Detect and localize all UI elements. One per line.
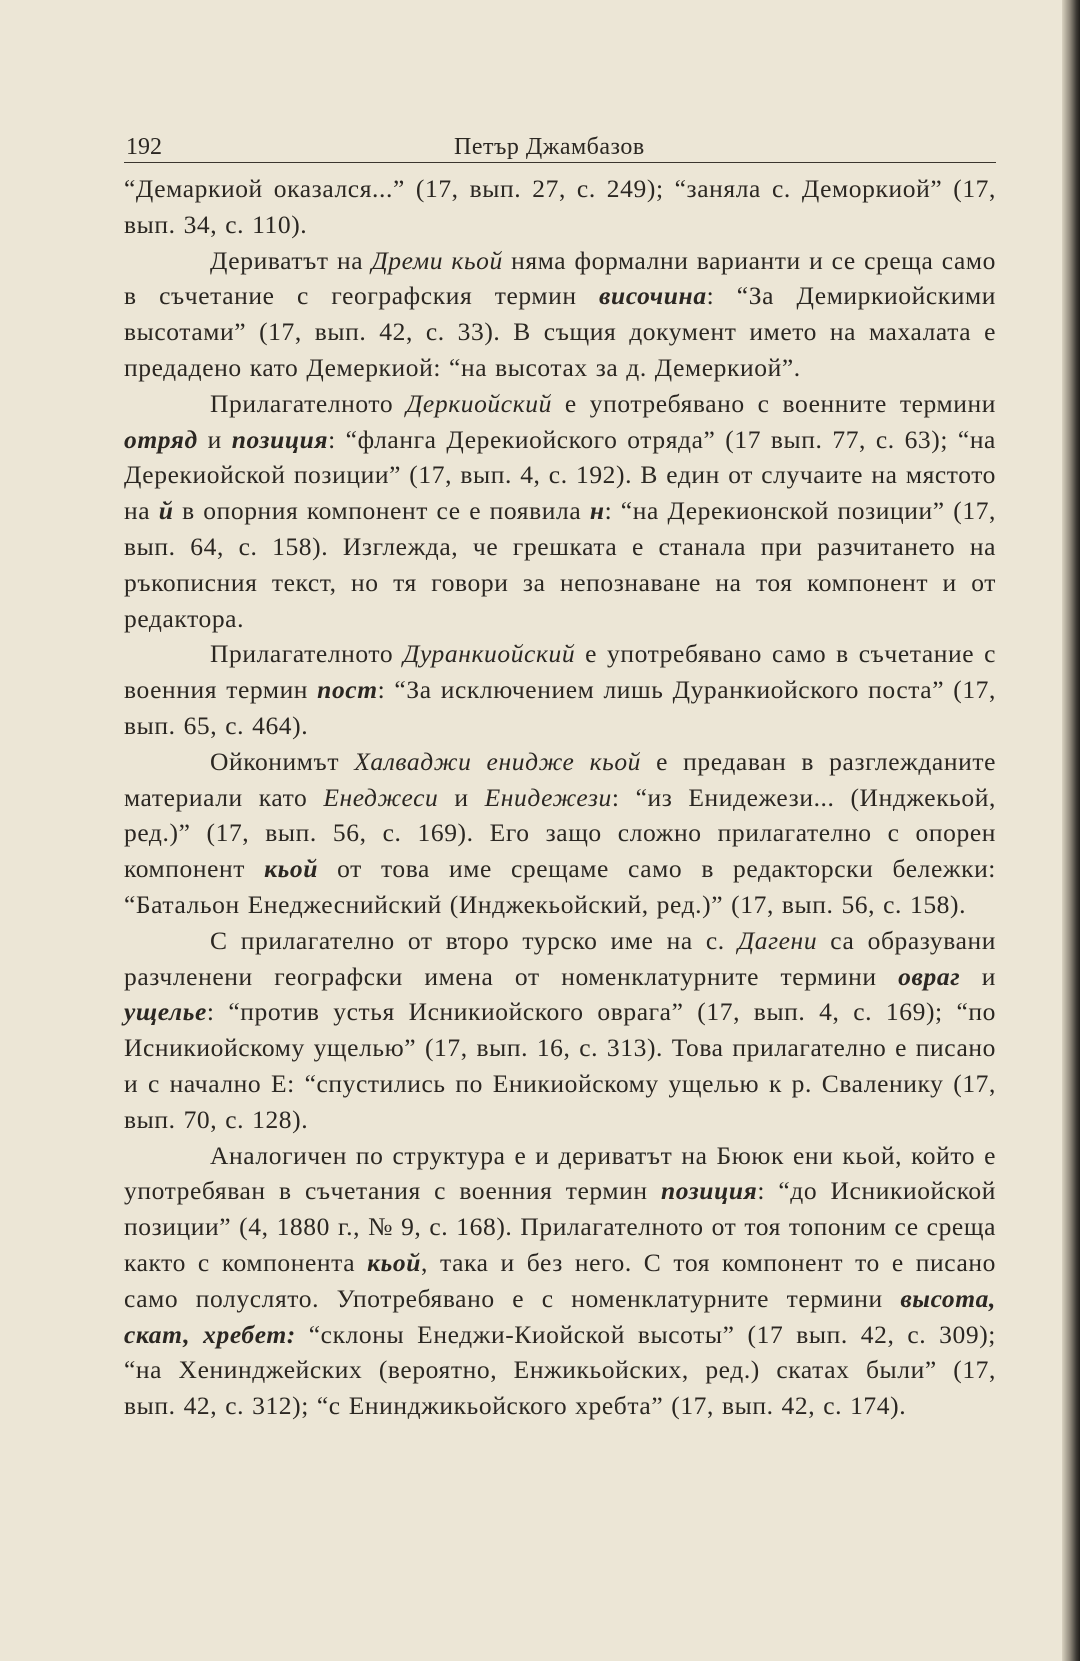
emphasized-term: ущелье bbox=[124, 997, 207, 1027]
body-text bbox=[124, 171, 996, 1424]
emphasized-term: Дуранкиойский bbox=[403, 639, 576, 669]
emphasized-term: н bbox=[589, 496, 605, 526]
text-run: , така и без него. С тоя компонент то е писано само полуслято. Употребявано е с номенклатурните термини bbox=[124, 1247, 996, 1313]
emphasized-term: позиция bbox=[660, 1176, 758, 1206]
text-run: е предаван в разглежданите материали като bbox=[124, 746, 996, 812]
text-run: Дериватът на bbox=[210, 245, 372, 275]
text-run: в опорния компонент се е появила bbox=[173, 496, 590, 526]
emphasized-term: Дреми кьой bbox=[371, 245, 503, 275]
text-run: е употребявано с военните термини bbox=[551, 388, 996, 418]
book-page bbox=[124, 128, 996, 1424]
text-run: от това име срещаме само в редакторски бележки: “Батальон Енеджеснийский (Инджекьойский, ред.)” (17, вып. 56, с. 158). bbox=[124, 854, 996, 919]
text-run: и bbox=[960, 961, 996, 991]
text-run: : “против устья Исникиойского оврага” (17, вып. 4, с. 169); “по Исникиойскому ущелью” (17, вып. 16, с. 313). Това прилагателно е писано и с начално Е: “спустились по Еникиойскому ущелью к р. Сваленику (17, вып. 70, с. 128). bbox=[124, 997, 996, 1134]
text-run: и bbox=[438, 782, 485, 812]
text-run: Ойконимът bbox=[210, 746, 355, 776]
text-run: няма формални варианти и се среща само в съчетание с географския термин bbox=[124, 245, 996, 311]
text-run: : “За исключением лишь Дуранкиойского поста” (17, вып. 65, с. 464). bbox=[124, 675, 997, 740]
emphasized-term: Дагени bbox=[737, 925, 818, 955]
text-run: : “до Исникиойской позиции” (4, 1880 г., № 9, с. 168). Прилагателното от тоя топоним се среща както с компонента bbox=[124, 1176, 996, 1277]
emphasized-term: Енидежези bbox=[484, 782, 612, 812]
emphasized-term: височина bbox=[599, 281, 707, 311]
emphasized-term: Деркиойский bbox=[406, 388, 552, 418]
page-edge-shadow bbox=[1062, 0, 1080, 1661]
page-number: 192 bbox=[126, 134, 162, 160]
text-run: “Демаркиой оказался...” (17, вып. 27, с. 249); “заняла с. Деморкиой” (17, вып. 34, с. 110). bbox=[124, 174, 996, 239]
text-run: Прилагателното bbox=[210, 388, 407, 418]
paragraph bbox=[124, 1138, 996, 1424]
emphasized-term: й bbox=[158, 496, 174, 526]
text-run: и bbox=[197, 424, 232, 454]
paragraph bbox=[124, 636, 996, 743]
emphasized-term: Енеджеси bbox=[323, 782, 439, 812]
emphasized-term: позиция bbox=[231, 424, 329, 454]
emphasized-term: отряд bbox=[124, 424, 198, 454]
text-run: е употребявано само в съчетание с военния термин bbox=[124, 639, 997, 705]
text-run: : “фланга Дерекиойского отряда” (17 вып. 77, с. 63); “на Дерекиойской позиции” (17, вып. 4, с. 192). В един от случаите на мястото на bbox=[124, 424, 996, 526]
paragraph bbox=[124, 923, 996, 1138]
text-run: : “на Дерекионской позиции” (17, вып. 64, с. 158). Изглежда, че грешката е станала при разчитането на ръкописния текст, но тя говори за непознаване на тоя компонент и от редактора. bbox=[124, 496, 997, 633]
text-run: “склоны Енеджи-Киойской высоты” (17 вып. 42, с. 309); “на Хенинджейских (вероятно, Енжикьойских, ред.) скатах были” (17, вып. 42, с. 312); “с Енинджикьойского хребта” (17, вып. 42, с. 174). bbox=[124, 1319, 996, 1421]
paragraph bbox=[124, 386, 996, 637]
paragraph bbox=[124, 171, 996, 243]
paragraph bbox=[124, 744, 996, 923]
emphasized-term: пост bbox=[317, 675, 378, 705]
running-head bbox=[124, 128, 996, 163]
emphasized-term: Халваджи енидже кьой bbox=[354, 746, 642, 776]
emphasized-term: овраг bbox=[898, 961, 961, 991]
text-run: : “из Енидежези... (Инджекьой, ред.)” (17, вып. 56, с. 169). Его защо сложно прилагателно с опорен компонент bbox=[124, 782, 996, 884]
paragraph bbox=[124, 243, 996, 386]
text-run: Аналогичен по структура е и дериватът на Бююк ени кьой, който е употребяван в съчетания с военния термин bbox=[124, 1140, 996, 1206]
text-run: Прилагателното bbox=[210, 639, 404, 669]
emphasized-term: кьой bbox=[264, 854, 319, 884]
text-run: са образувани разчленени географски имена от номенклатурните термини bbox=[124, 925, 996, 991]
emphasized-term: кьой bbox=[367, 1247, 422, 1277]
running-head-author: Петър Джамбазов bbox=[454, 134, 645, 160]
text-run: : “За Демиркиойскими высотами” (17, вып. 42, с. 33). В същия документ името на махалата е предадено като Демеркиой: “на высотах за д. Демеркиой”. bbox=[124, 281, 996, 382]
emphasized-term: высота, скат, хребет: bbox=[124, 1283, 996, 1349]
text-run: С прилагателно от второ турско име на с. bbox=[210, 925, 738, 955]
